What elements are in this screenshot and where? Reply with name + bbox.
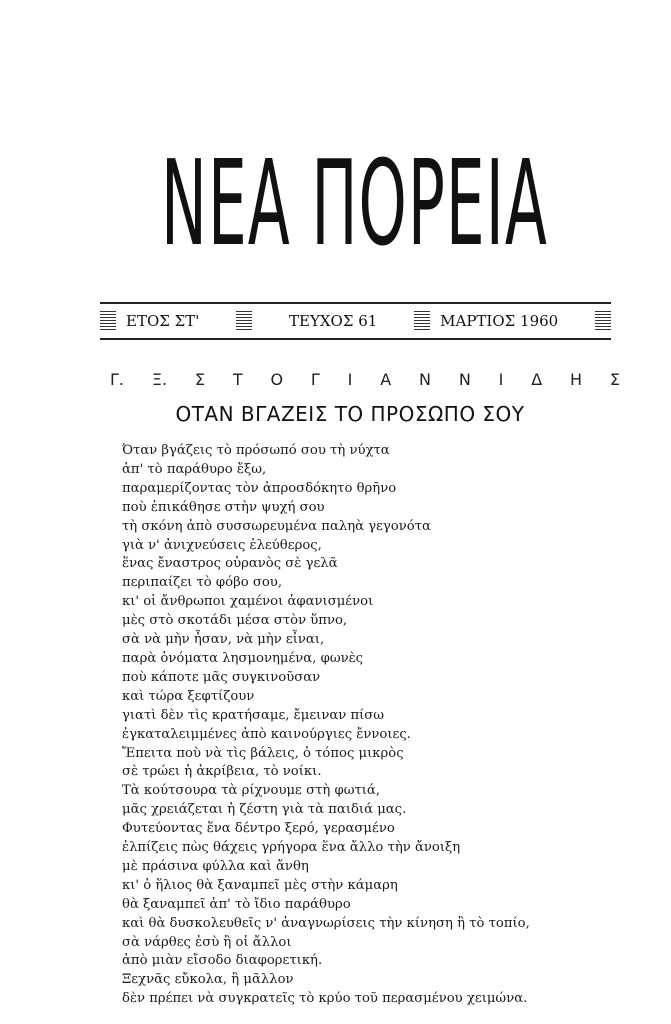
poem-line: Όταν βγάζεις τὸ πρόσωπό σου τὴ νύχτα <box>122 443 390 458</box>
author-letter: Ν <box>419 370 431 389</box>
poem-line: ἀπ' τὸ παράθυρο ἔξω, <box>122 461 267 477</box>
poem-line: μᾶς χρειάζεται ἡ ζέστη γιὰ τὰ παιδιά μας. <box>122 802 407 818</box>
author-letter: Δ <box>531 370 543 389</box>
author-letter: Ι <box>498 370 504 389</box>
poem-line: σὲ τρώει ἡ ἀκρίβεια, τὸ νοίκι. <box>122 764 322 780</box>
issue-year: ΕΤΟΣ ΣΤ' <box>126 312 200 330</box>
poem-line: σὰ νάρθες ἐσὺ ἢ οἱ ἄλλοι <box>122 934 292 950</box>
poem-line: περιπαίζει τὸ φόβο σου, <box>122 575 283 591</box>
magazine-masthead: ΝΕΑ ΠΟΡΕΙΑ <box>161 134 548 272</box>
poem-line: Ἔπειτα ποὺ νὰ τὶς βάλεις, ὁ τόπος μικρὸς <box>122 745 404 761</box>
hatch-ornament <box>236 311 252 331</box>
poem-line: μὲς στὸ σκοτάδι μέσα στὸν ὕπνο, <box>122 613 348 629</box>
poem-line: δὲν πρέπει νὰ συγκρατεῖς τὸ κρύο τοῦ περασμένου χειμώνα. <box>122 991 528 1007</box>
poem-body <box>122 442 662 1009</box>
poem-line: τὴ σκόνη ἀπὸ συσσωρευμένα παληὰ γεγονότα <box>122 518 431 534</box>
author-letter: Α <box>380 370 392 389</box>
poem-line: Ξεχνᾶς εὔκολα, ἢ μᾶλλον <box>122 972 294 988</box>
poem-line: ἕνας ἔναστρος οὐρανὸς σὲ γελᾶ <box>122 556 338 572</box>
poem-line: γιὰ ν' ἀνιχνεύσεις ἐλεύθερος, <box>122 537 322 553</box>
author-letter: Η <box>570 370 583 389</box>
poem-line: ἀπὸ μιὰν εἴσοδο διαφορετική. <box>122 953 323 969</box>
poem-line: παρὰ ὀνόματα λησμονημένα, φωνὲς <box>122 650 364 666</box>
author-letter: Ι <box>347 370 353 389</box>
author-letter: Τ <box>232 370 243 389</box>
poem-line: ποὺ κάποτε μᾶς συγκινοῦσαν <box>122 669 321 685</box>
hatch-ornament <box>595 311 611 331</box>
author-letter: Ο <box>270 370 284 389</box>
author-name <box>110 370 620 389</box>
issue-number: ΤΕΥΧΟΣ 61 <box>289 312 378 330</box>
poem-line: καὶ τώρα ξεφτίζουν <box>122 688 255 704</box>
poem-line: μὲ πράσινα φύλλα καὶ ἄνθη <box>122 858 309 874</box>
hatch-ornament <box>100 311 116 331</box>
poem-line: Φυτεύοντας ἕνα δέντρο ξερό, γερασμένο <box>122 821 395 837</box>
poem-line: κι' οἱ ἄνθρωποι χαμένοι ἀφανισμένοι <box>122 594 374 610</box>
author-letter: Γ <box>310 370 320 389</box>
poem-line: γιατὶ δὲν τὶς κρατήσαμε, ἔμειναν πίσω <box>122 707 385 723</box>
poem-line: ποὺ ἐπικάθησε στὴν ψυχή σου <box>122 499 325 515</box>
poem-line: ἐγκαταλειμμένες ἀπὸ καινούργιες ἔννοιες. <box>122 726 411 742</box>
author-letter: Ξ. <box>151 370 168 389</box>
poem-line: Τὰ κούτσουρα τὰ ρίχνουμε στὴ φωτιά, <box>122 783 381 799</box>
poem-line: θὰ ξαναμπεῖ ἀπ' τὸ ἴδιο παράθυρο <box>122 896 351 912</box>
issue-date: ΜΑΡΤΙΟΣ 1960 <box>440 312 559 330</box>
hatch-ornament <box>414 311 430 331</box>
poem-line: ἐλπίζεις πὼς θάχεις γρήγορα ἕνα ἄλλο τὴν ἄνοιξη <box>122 840 461 856</box>
author-letter: Σ <box>609 370 620 389</box>
issue-info-bar <box>100 302 611 340</box>
author-letter: Σ <box>194 370 205 389</box>
poem-line: σὰ νὰ μὴν ἦσαν, νὰ μὴν εἶναι, <box>122 632 325 648</box>
poem-line: καὶ θὰ δυσκολευθεῖς ν' ἀναγνωρίσεις τὴν κίνηση ἢ τὸ τοπίο, <box>122 915 530 931</box>
poem-line: κι' ὁ ἥλιος θὰ ξαναμπεῖ μὲς στὴν κάμαρη <box>122 877 398 893</box>
poem-line: παραμερίζοντας τὸν ἀπροσδόκητο θρῆνο <box>122 480 397 496</box>
poem-title: ΟΤΑΝ ΒΓΑΖΕΙΣ ΤΟ ΠΡΟΣΩΠΟ ΣΟΥ <box>175 402 525 426</box>
author-letter: Γ. <box>110 370 124 389</box>
author-letter: Ν <box>458 370 471 389</box>
